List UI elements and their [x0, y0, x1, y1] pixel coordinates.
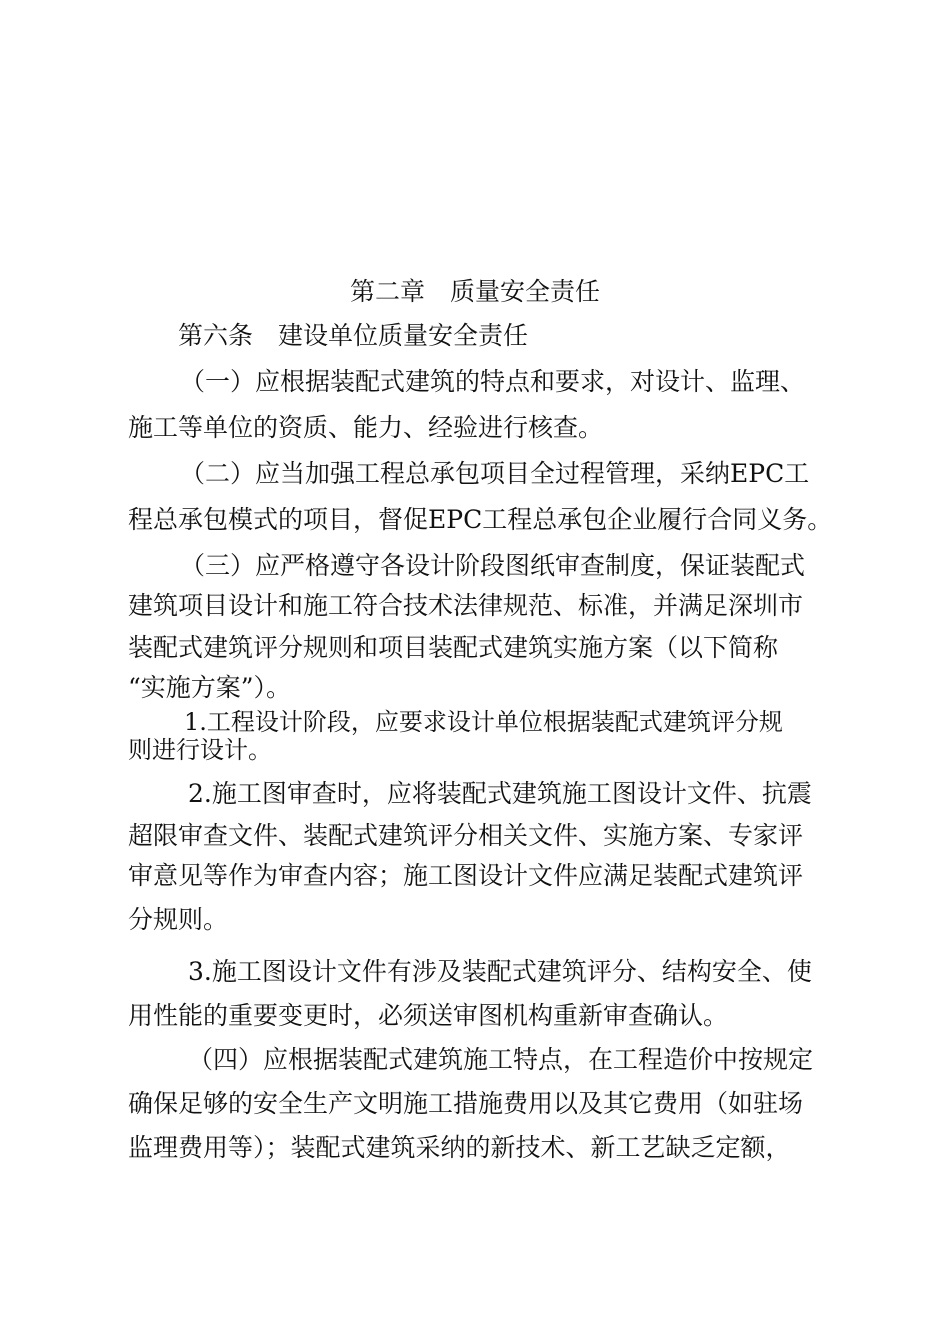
- paragraph-line: 程总承包模式的项目，督促EPC工程总承包企业履行合同义务。: [128, 505, 833, 534]
- list-item-line: 用性能的重要变更时，必须送审图机构重新审查确认。: [128, 1001, 729, 1030]
- list-item-line: 1.工程设计阶段，应要求设计单位根据装配式建筑评分规: [184, 708, 783, 736]
- paragraph-line: 确保足够的安全生产文明施工措施费用以及其它费用（如驻场: [128, 1089, 804, 1118]
- list-item-line: 则进行设计。: [128, 736, 272, 764]
- list-item-line: 3.施工图设计文件有涉及装配式建筑评分、结构安全、使: [188, 957, 812, 986]
- article-heading: 第六条 建设单位质量安全责任: [178, 321, 529, 350]
- chapter-title: 第二章 质量安全责任: [349, 277, 600, 306]
- paragraph-line: 建筑项目设计和施工符合技术法律规范、标准，并满足深圳市: [128, 591, 804, 620]
- paragraph-line: （三）应严格遵守各设计阶段图纸审查制度，保证装配式: [180, 551, 806, 580]
- paragraph-line: （一）应根据装配式建筑的特点和要求，对设计、监理、: [180, 367, 806, 396]
- paragraph-line: 监理费用等）；装配式建筑采纳的新技术、新工艺缺乏定额，: [128, 1133, 791, 1162]
- list-item-line: 分规则。: [128, 905, 229, 934]
- paragraph-line: （四）应根据装配式建筑施工特点，在工程造价中按规定: [188, 1045, 814, 1074]
- list-item-line: 超限审查文件、装配式建筑评分相关文件、实施方案、专家评: [128, 821, 804, 850]
- paragraph-line: “实施方案”）。: [128, 673, 292, 702]
- list-item-line: 审意见等作为审查内容；施工图设计文件应满足装配式建筑评: [128, 861, 804, 890]
- paragraph-line: （二）应当加强工程总承包项目全过程管理，采纳EPC工: [180, 459, 810, 488]
- paragraph-line: 施工等单位的资质、能力、经验进行核查。: [128, 413, 604, 442]
- list-item-line: 2.施工图审查时，应将装配式建筑施工图设计文件、抗震: [188, 779, 812, 808]
- paragraph-line: 装配式建筑评分规则和项目装配式建筑实施方案（以下简称: [128, 633, 779, 662]
